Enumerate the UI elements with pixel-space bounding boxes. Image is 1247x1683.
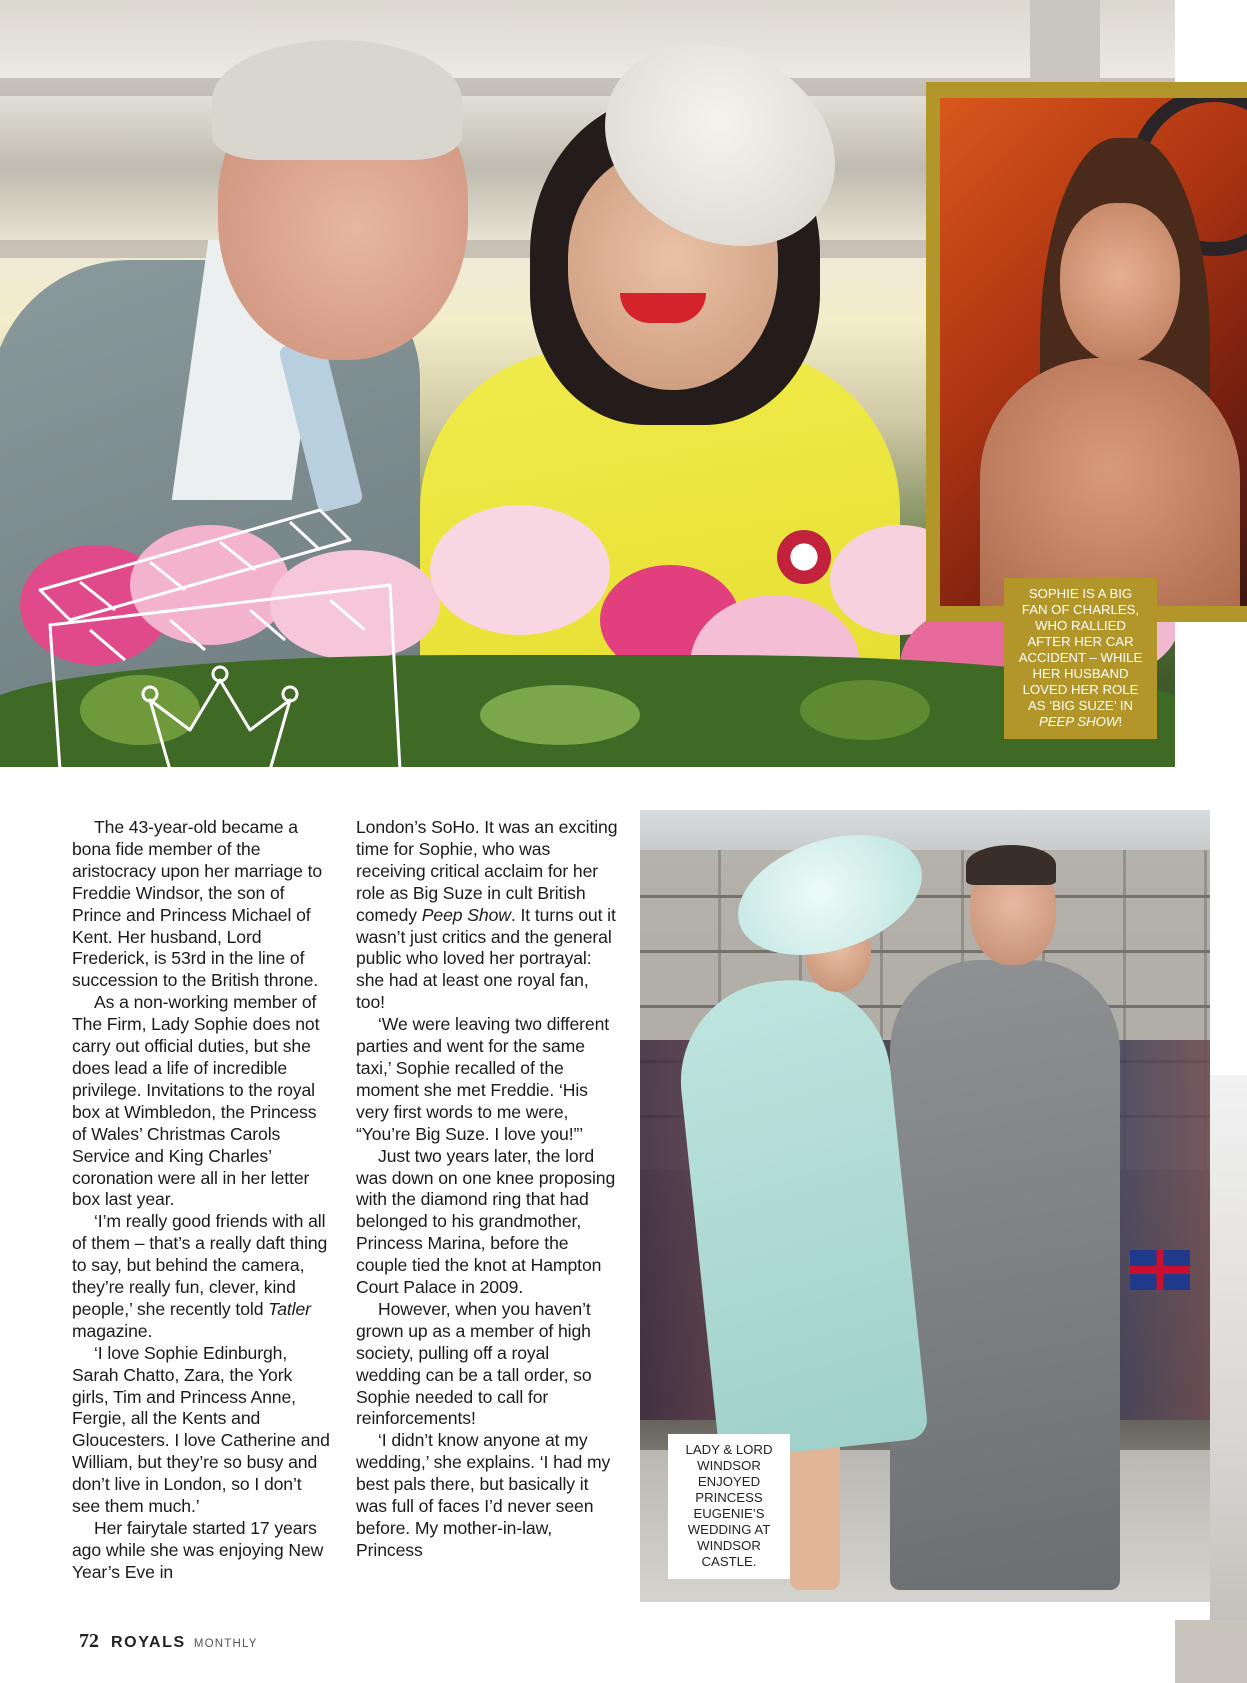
paragraph: The 43-year-old became a bona fide member of the aristocracy upon her marriage to Freddie Windsor, the son of Prince and Princess Michael of Kent. Her husband, Lord Frederick, is 53rd in the line of succession to the British throne. bbox=[72, 817, 323, 991]
magazine-name-sub: MONTHLY bbox=[193, 1638, 258, 1650]
woman-legs bbox=[790, 1430, 840, 1590]
clapperboard-crown-outline bbox=[20, 470, 420, 767]
paragraph: ‘I love Sophie Edinburgh, Sarah Chatto, Zara, the York girls, Tim and Princess Anne, Fergie, all the Kents and Gloucesters. I love Catherine and William, but they’re so busy and don’t live in London, so I don’t see them much.’ bbox=[72, 1342, 330, 1517]
inset-photo-caption bbox=[1004, 578, 1157, 739]
page-number: 72 bbox=[79, 1630, 99, 1652]
caption-line: LOVED HER ROLE bbox=[1022, 682, 1139, 697]
man-hair bbox=[966, 845, 1056, 885]
inset-photo bbox=[940, 98, 1247, 606]
caption-line: ENJOYED bbox=[697, 1474, 761, 1489]
caption-line: WEDDING AT bbox=[687, 1522, 771, 1537]
caption-line: LADY & LORD bbox=[685, 1442, 773, 1457]
caption-line: PRINCESS bbox=[695, 1490, 763, 1505]
wedding-photo-caption bbox=[668, 1434, 790, 1579]
man-grey-suit bbox=[890, 960, 1120, 1590]
caption-line: WHO RALLIED bbox=[1035, 618, 1126, 633]
caption-line: FAN OF CHARLES, bbox=[1021, 602, 1140, 617]
paragraph: As a non-working member of The Firm, Lady Sophie does not carry out official duties, but she does lead a life of incredible privilege. Invitations to the royal box at Wimbledon, the Princess of Wales’ Christmas Carols Service and King Charles’ coronation were all in her letter box last year. bbox=[72, 992, 320, 1210]
caption-line bbox=[1008, 714, 1153, 730]
caption-punctuation: ! bbox=[1118, 714, 1123, 729]
caption-line: WINDSOR bbox=[697, 1538, 761, 1553]
caption-line: SOPHIE IS A BIG bbox=[1028, 586, 1133, 601]
caption-line: WINDSOR bbox=[697, 1458, 761, 1473]
caption-line: HER HUSBAND bbox=[1032, 666, 1129, 681]
adjacent-photo-edge bbox=[1210, 1075, 1247, 1683]
article-column-1 bbox=[72, 817, 332, 1584]
inset-woman-body bbox=[980, 358, 1240, 606]
paragraph: ‘I didn’t know anyone at my wedding,’ she explains. ‘I had my best pals there, but basically it was full of faces I’d never seen before. My mother-in-law, Princess bbox=[356, 1430, 611, 1560]
caption-line: ACCIDENT – WHILE bbox=[1018, 650, 1143, 665]
union-flag bbox=[1130, 1250, 1190, 1290]
caption-line: AFTER HER CAR bbox=[1027, 634, 1134, 649]
paragraph: ‘We were leaving two different parties and went for the same taxi,’ Sophie recalled of the moment she met Freddie. ‘His very first words to me were, “You’re Big Suze. I love you!”’ bbox=[356, 1014, 610, 1144]
paragraph-text: ‘I’m really good friends with all of them – that’s a really daft thing to say, but behind the camera, they’re really fun, clever, kind people,’ she recently told bbox=[72, 1211, 328, 1319]
paragraph-text: magazine. bbox=[72, 1320, 153, 1341]
caption-italic-title: PEEP SHOW bbox=[1038, 714, 1119, 729]
caption-line: AS ‘BIG SUZE’ IN bbox=[1027, 698, 1134, 713]
paragraph-text: London’s SoHo. It was an exciting time for Sophie, who was receiving critical acclaim for her role as Big Suze in cult British comedy bbox=[356, 817, 618, 925]
inset-woman-face bbox=[1060, 203, 1180, 363]
paragraph: Just two years later, the lord was down on one knee proposing with the diamond ring that had belonged to his grandmother, Princess Marina, before the couple tied the knot at Hampton Court Palace in 2009. bbox=[356, 1145, 616, 1298]
magazine-name: ROYALS bbox=[111, 1634, 186, 1651]
caption-line: EUGENIE’S bbox=[693, 1506, 765, 1521]
man-hair bbox=[212, 40, 462, 160]
paragraph bbox=[356, 817, 618, 1014]
paragraph bbox=[72, 1211, 332, 1342]
article-column-2 bbox=[356, 817, 618, 1562]
adjacent-photo-edge bbox=[1175, 1620, 1247, 1683]
paragraph: Her fairytale started 17 years ago while she was enjoying New Year’s Eve in bbox=[72, 1518, 324, 1582]
magazine-title: Tatler bbox=[268, 1298, 311, 1319]
caption-line: CASTLE. bbox=[701, 1554, 757, 1569]
paragraph: However, when you haven’t grown up as a member of high society, pulling off a royal wedding can be a tall order, so Sophie needed to call for reinforcements! bbox=[356, 1298, 592, 1429]
paragraph-text: . It turns out it wasn’t just critics and the general public who loved her portrayal: she had at least one royal fan, too! bbox=[356, 904, 616, 1013]
show-title: Peep Show bbox=[421, 904, 511, 925]
page-footer bbox=[79, 1630, 258, 1654]
